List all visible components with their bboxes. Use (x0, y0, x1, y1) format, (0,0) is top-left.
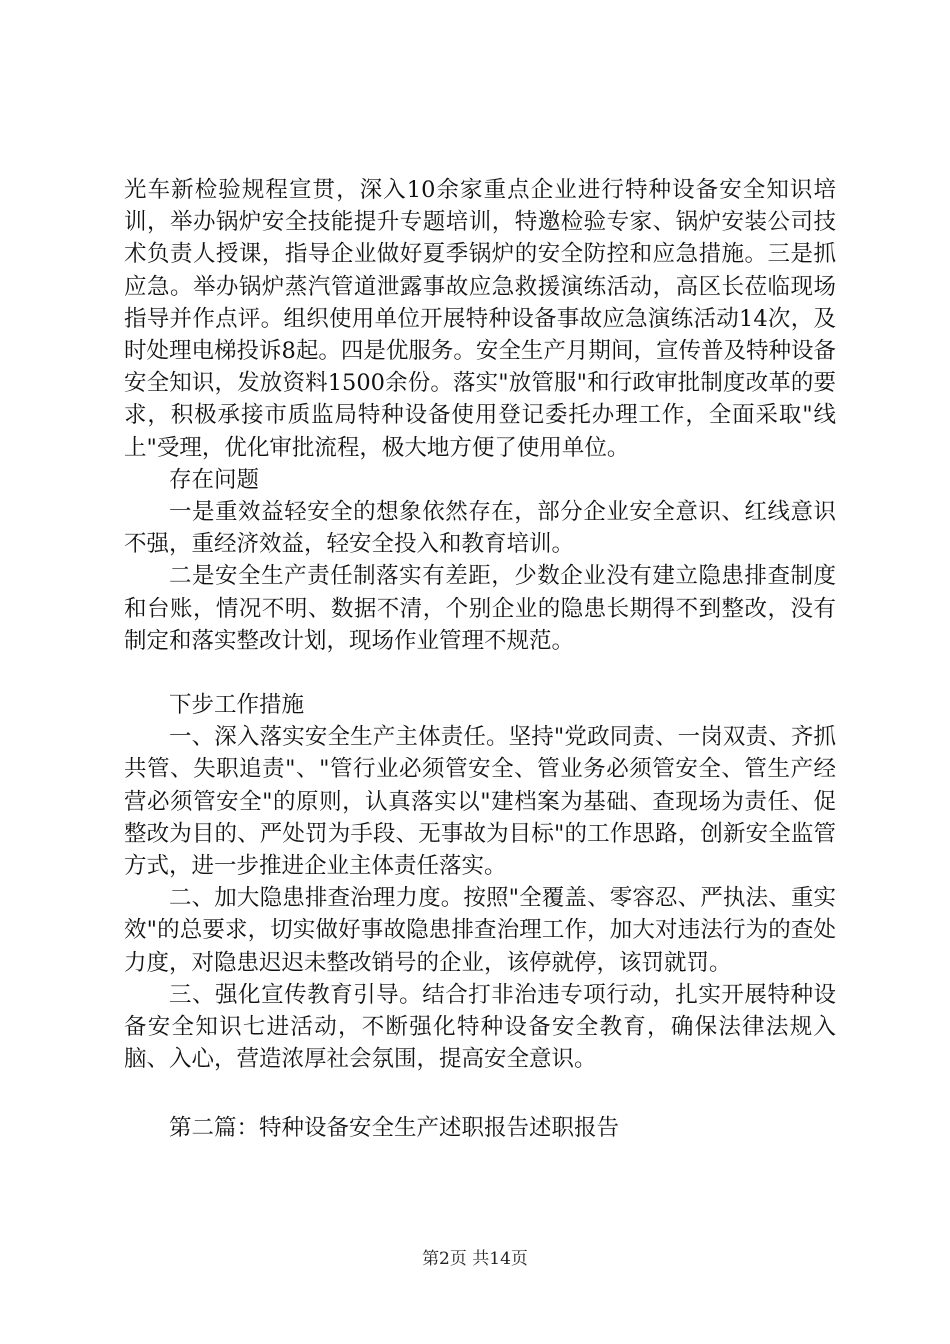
page-number-footer: 第2页 共14页 (422, 1249, 528, 1269)
paragraph-problem-2: 二是安全生产责任制落实有差距，少数企业没有建立隐患排查制度和台账，情况不明、数据不清，个别企业的隐患长期得不到整改，没有制定和落实整改计划，现场作业管理不规范。 (124, 563, 836, 654)
paragraph-problem-1: 一是重效益轻安全的想象依然存在，部分企业安全意识、红线意识不强，重经济效益，轻安全投入和教育培训。 (124, 499, 836, 558)
heading-existing-problems: 存在问题 (169, 466, 260, 493)
blank-line (124, 657, 836, 689)
paragraph-measure-3: 三、强化宣传教育引导。结合打非治违专项行动，扎实开展特种设备安全知识七进活动，不断强化特种设备安全教育，确保法律法规入脑、入心，营造浓厚社会氛围，提高安全意识。 (124, 981, 836, 1073)
paragraph-measure-2: 二、加大隐患排查治理力度。按照"全覆盖、零容忍、严执法、重实效"的总要求，切实做好事故隐患排查治理工作，加大对违法行为的查处力度，对隐患迟迟未整改销号的企业，该停就停，该罚就罚。 (124, 885, 836, 976)
paragraph-continuation: 光车新检验规程宣贯，深入10余家重点企业进行特种设备安全知识培训，举办锅炉安全技能提升专题培训，特邀检验专家、锅炉安装公司技术负责人授课，指导企业做好夏季锅炉的安全防控和应急措施。三是抓应急。举办锅炉蒸汽管道泄露事故应急救援演练活动，高区长莅临现场指导并作点评。组织使用单位开展特种设备事故应急演练活动14次，及时处理电梯投诉8起。四是优服务。安全生产月期间，宣传普及特种设备安全知识，发放资料1500余份。落实"放管服"和行政审批制度改革的要求，积极承接市质监局特种设备使用登记委托办理工作，全面采取"线上"受理，优化审批流程，极大地方便了使用单位。 (124, 177, 836, 461)
paragraph-measure-1: 一、深入落实安全生产主体责任。坚持"党政同责、一岗双责、齐抓共管、失职追责"、"管行业必须管安全、管业务必须管安全、管生产经营必须管安全"的原则，认真落实以"建档案为基础、查现场为责任、促整改为目的、严处罚为手段、无事故为目标"的工作思路，创新安全监管方式，进一步推进企业主体责任落实。 (124, 724, 836, 880)
section-title-part-two: 第二篇：特种设备安全生产述职报告述职报告 (169, 1115, 620, 1142)
blank-line (124, 1075, 836, 1112)
document-body (124, 174, 836, 1145)
heading-next-steps: 下步工作措施 (169, 692, 305, 719)
